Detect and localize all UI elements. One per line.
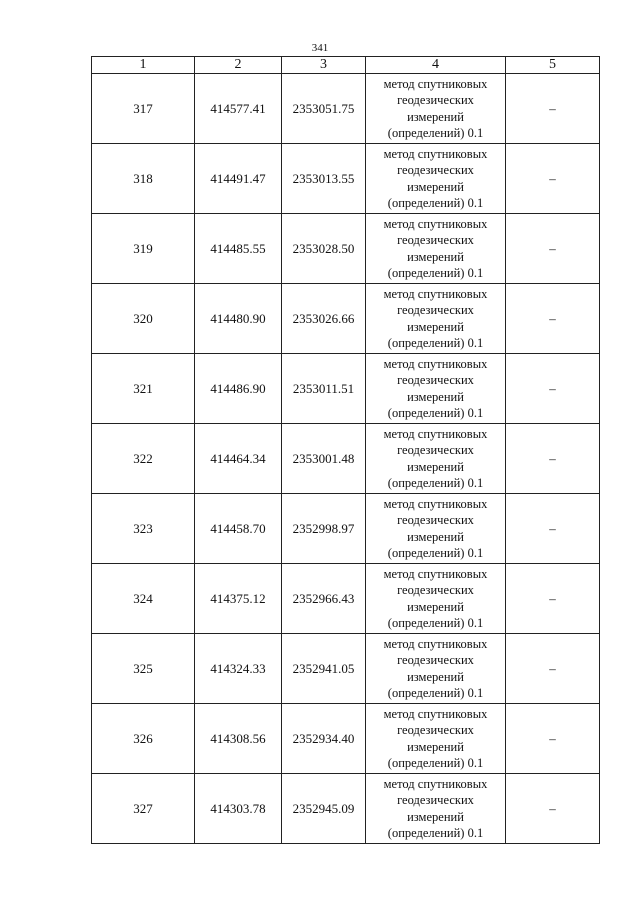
method-text-line: (определений) 0.1 (387, 476, 484, 490)
table-row (92, 424, 600, 494)
point-number-cell: 327 (92, 774, 195, 844)
method-text-line: (определений) 0.1 (387, 126, 484, 140)
x-coordinate-cell: 414458.70 (195, 494, 282, 564)
method-text-line: (определений) 0.1 (387, 196, 484, 210)
y-coordinate-cell: 2352941.05 (282, 634, 366, 704)
y-coordinate-cell: 2352966.43 (282, 564, 366, 634)
x-coordinate-cell: 414308.56 (195, 704, 282, 774)
y-coordinate-cell: 2353011.51 (282, 354, 366, 424)
table-row (92, 74, 600, 144)
note-cell: – (506, 424, 600, 494)
point-number-cell: 320 (92, 284, 195, 354)
column-header: 1 (92, 57, 195, 74)
point-number-cell: 321 (92, 354, 195, 424)
method-text-line: метод спутниковых (383, 636, 488, 651)
method-cell (366, 564, 506, 634)
table-row (92, 704, 600, 774)
x-coordinate-cell: 414485.55 (195, 214, 282, 284)
method-text-line: геодезических (397, 373, 474, 387)
y-coordinate-cell: 2352998.97 (282, 494, 366, 564)
method-cell (366, 634, 506, 704)
point-number-cell: 319 (92, 214, 195, 284)
table-row (92, 354, 600, 424)
method-text-line: (определений) 0.1 (387, 336, 484, 350)
y-coordinate-cell: 2353013.55 (282, 144, 366, 214)
method-text-line: измерений (407, 319, 464, 334)
point-number-cell: 317 (92, 74, 195, 144)
method-cell (366, 284, 506, 354)
note-cell: – (506, 214, 600, 284)
method-text-line: (определений) 0.1 (387, 756, 484, 770)
method-text-line: геодезических (397, 443, 474, 457)
method-text-line: метод спутниковых (383, 706, 488, 721)
note-cell: – (506, 774, 600, 844)
table-header-row (92, 57, 600, 74)
table-row (92, 564, 600, 634)
note-cell: – (506, 74, 600, 144)
method-text-line: геодезических (397, 93, 474, 107)
method-text-line: измерений (407, 179, 464, 194)
x-coordinate-cell: 414375.12 (195, 564, 282, 634)
method-text-line: метод спутниковых (383, 146, 488, 161)
method-text-line: геодезических (397, 723, 474, 737)
method-cell (366, 74, 506, 144)
y-coordinate-cell: 2353051.75 (282, 74, 366, 144)
method-text-line: метод спутниковых (383, 216, 488, 231)
method-text-line: (определений) 0.1 (387, 826, 484, 840)
method-text-line: (определений) 0.1 (387, 266, 484, 280)
method-cell (366, 214, 506, 284)
method-text-line: измерений (407, 599, 464, 614)
method-text-line: измерений (407, 529, 464, 544)
method-text-line: измерений (407, 249, 464, 264)
table-row (92, 284, 600, 354)
point-number-cell: 325 (92, 634, 195, 704)
x-coordinate-cell: 414480.90 (195, 284, 282, 354)
point-number-cell: 322 (92, 424, 195, 494)
method-text-line: геодезических (397, 653, 474, 667)
y-coordinate-cell: 2353001.48 (282, 424, 366, 494)
coordinates-table (91, 56, 600, 844)
method-text-line: (определений) 0.1 (387, 616, 484, 630)
column-header: 3 (282, 57, 366, 74)
note-cell: – (506, 494, 600, 564)
x-coordinate-cell: 414324.33 (195, 634, 282, 704)
method-text-line: измерений (407, 459, 464, 474)
page-number: 341 (311, 42, 329, 54)
method-text-line: геодезических (397, 513, 474, 527)
point-number-cell: 318 (92, 144, 195, 214)
table-row (92, 214, 600, 284)
note-cell: – (506, 284, 600, 354)
column-header: 4 (366, 57, 506, 74)
note-cell: – (506, 354, 600, 424)
method-text-line: метод спутниковых (383, 356, 488, 371)
note-cell: – (506, 564, 600, 634)
method-text-line: геодезических (397, 233, 474, 247)
method-cell (366, 704, 506, 774)
method-text-line: метод спутниковых (383, 776, 488, 791)
method-text-line: (определений) 0.1 (387, 406, 484, 420)
method-text-line: метод спутниковых (383, 286, 488, 301)
table-body (92, 74, 600, 844)
y-coordinate-cell: 2353028.50 (282, 214, 366, 284)
note-cell: – (506, 704, 600, 774)
method-cell (366, 424, 506, 494)
table-row (92, 494, 600, 564)
y-coordinate-cell: 2352934.40 (282, 704, 366, 774)
method-text-line: метод спутниковых (383, 496, 488, 511)
method-cell (366, 144, 506, 214)
note-cell: – (506, 144, 600, 214)
method-text-line: измерений (407, 809, 464, 824)
column-header: 2 (195, 57, 282, 74)
x-coordinate-cell: 414464.34 (195, 424, 282, 494)
table-row (92, 774, 600, 844)
method-text-line: метод спутниковых (383, 566, 488, 581)
point-number-cell: 324 (92, 564, 195, 634)
table-row (92, 634, 600, 704)
method-text-line: измерений (407, 669, 464, 684)
method-text-line: измерений (407, 109, 464, 124)
point-number-cell: 323 (92, 494, 195, 564)
method-text-line: геодезических (397, 793, 474, 807)
method-text-line: геодезических (397, 583, 474, 597)
method-text-line: метод спутниковых (383, 426, 488, 441)
method-cell (366, 494, 506, 564)
x-coordinate-cell: 414303.78 (195, 774, 282, 844)
method-cell (366, 354, 506, 424)
point-number-cell: 326 (92, 704, 195, 774)
method-text-line: метод спутниковых (383, 76, 488, 91)
method-text-line: измерений (407, 389, 464, 404)
note-cell: – (506, 634, 600, 704)
y-coordinate-cell: 2353026.66 (282, 284, 366, 354)
method-text-line: геодезических (397, 303, 474, 317)
column-header: 5 (506, 57, 600, 74)
method-text-line: измерений (407, 739, 464, 754)
table-row (92, 144, 600, 214)
method-text-line: (определений) 0.1 (387, 686, 484, 700)
y-coordinate-cell: 2352945.09 (282, 774, 366, 844)
method-text-line: геодезических (397, 163, 474, 177)
x-coordinate-cell: 414486.90 (195, 354, 282, 424)
method-cell (366, 774, 506, 844)
x-coordinate-cell: 414577.41 (195, 74, 282, 144)
method-text-line: (определений) 0.1 (387, 546, 484, 560)
x-coordinate-cell: 414491.47 (195, 144, 282, 214)
